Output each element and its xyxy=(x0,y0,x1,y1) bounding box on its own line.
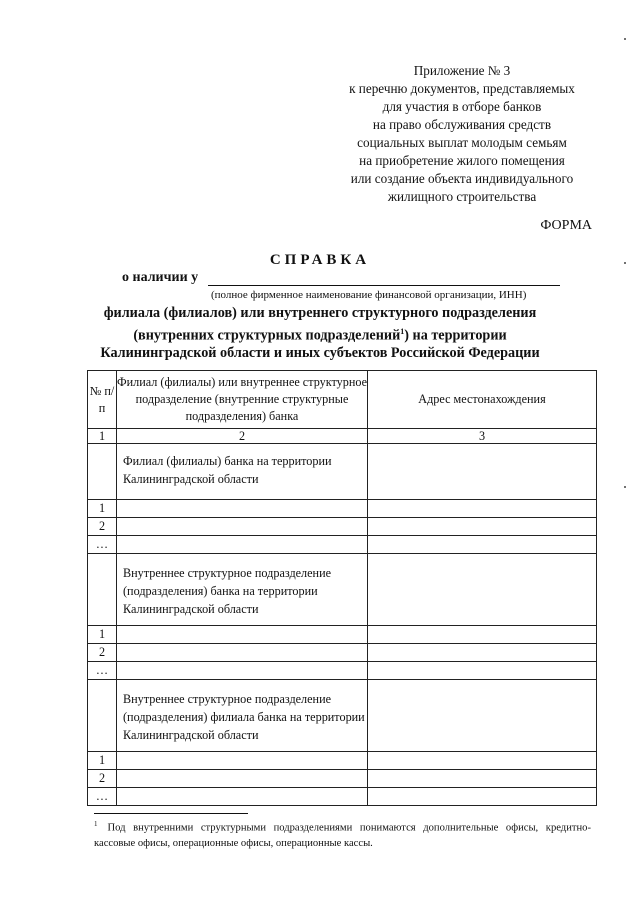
subtitle-line: филиала (филиалов) или внутреннего структурного подразделения xyxy=(103,305,537,321)
header-address: Адрес местонахождения xyxy=(368,371,597,429)
row-number: … xyxy=(88,662,117,680)
table-row xyxy=(88,626,597,644)
table-row xyxy=(88,662,597,680)
form-label: ФОРМА xyxy=(540,218,592,233)
section-address-cell xyxy=(368,444,597,500)
table-row xyxy=(88,644,597,662)
subtitle-line xyxy=(40,323,600,345)
row-number: 1 xyxy=(88,500,117,518)
address-cell[interactable] xyxy=(368,788,597,806)
appendix-line: социальных выплат молодым семьям xyxy=(357,135,567,150)
appendix-header xyxy=(320,62,604,206)
subtitle-text: ) на территории xyxy=(404,327,507,344)
row-number: … xyxy=(88,788,117,806)
document-subtitle xyxy=(40,305,600,362)
address-cell[interactable] xyxy=(368,518,597,536)
header-number: № п/п xyxy=(88,371,117,429)
address-cell[interactable] xyxy=(368,500,597,518)
table-row xyxy=(88,518,597,536)
footnote-mark: 1 xyxy=(94,820,98,828)
table-row xyxy=(88,536,597,554)
address-cell[interactable] xyxy=(368,662,597,680)
table-row xyxy=(88,770,597,788)
table-row xyxy=(88,500,597,518)
subdivision-cell[interactable] xyxy=(117,644,368,662)
subdivision-cell[interactable] xyxy=(117,662,368,680)
row-number: 1 xyxy=(88,626,117,644)
subdivision-cell[interactable] xyxy=(117,788,368,806)
address-cell[interactable] xyxy=(368,752,597,770)
appendix-line: или создание объекта индивидуального xyxy=(350,171,574,186)
appendix-line: на право обслуживания средств xyxy=(372,117,552,132)
section-address-cell xyxy=(368,554,597,626)
document-title: СПРАВКА xyxy=(269,252,371,268)
address-cell[interactable] xyxy=(368,644,597,662)
scan-speck xyxy=(624,262,626,264)
row-number: 2 xyxy=(88,644,117,662)
subdivision-cell[interactable] xyxy=(117,770,368,788)
subdivision-cell[interactable] xyxy=(117,500,368,518)
appendix-line: на приобретение жилого помещения xyxy=(359,153,565,168)
column-numbers-row xyxy=(88,429,597,444)
address-cell[interactable] xyxy=(368,626,597,644)
section-number-cell xyxy=(88,554,117,626)
appendix-line: для участия в отборе банков xyxy=(382,99,542,114)
row-number: 2 xyxy=(88,518,117,536)
section-number-cell xyxy=(88,680,117,752)
footnote xyxy=(94,817,591,851)
row-number: … xyxy=(88,536,117,554)
availability-label: о наличии у xyxy=(122,270,199,285)
organization-name-blank[interactable] xyxy=(208,285,560,286)
subdivision-cell[interactable] xyxy=(117,626,368,644)
subdivision-cell[interactable] xyxy=(117,752,368,770)
section-row xyxy=(88,444,597,500)
scan-speck xyxy=(624,38,626,40)
subtitle-text: (внутренних структурных подразделений xyxy=(133,327,401,344)
subdivision-cell[interactable] xyxy=(117,518,368,536)
section-title: Филиал (филиалы) банка на территории Калининградской области xyxy=(117,444,368,500)
branches-table xyxy=(87,370,597,806)
section-title: Внутреннее структурное подразделение (подразделения) филиала банка на территории Калининградской области xyxy=(117,680,368,752)
subtitle-line: Калининградской области и иных субъектов Российской Федерации xyxy=(100,344,540,361)
section-title: Внутреннее структурное подразделение (подразделения) банка на территории Калининградской области xyxy=(117,554,368,626)
subdivision-cell[interactable] xyxy=(117,536,368,554)
appendix-line: Приложение № 3 xyxy=(413,63,511,78)
appendix-line: к перечню документов, представляемых xyxy=(349,81,575,96)
header-subdivision: Филиал (филиалы) или внутреннее структурное подразделение (внутренние структурные подразделения) банка xyxy=(117,371,368,429)
section-number-cell xyxy=(88,444,117,500)
footnote-text: Под внутренними структурными подразделениями понимаются дополнительные офисы, кредитно-кассовые офисы, операционные офисы, операционные кассы. xyxy=(94,822,591,849)
address-cell[interactable] xyxy=(368,770,597,788)
table-header-row xyxy=(88,371,597,429)
row-number: 1 xyxy=(88,752,117,770)
address-cell[interactable] xyxy=(368,536,597,554)
column-number: 2 xyxy=(117,429,368,444)
row-number: 2 xyxy=(88,770,117,788)
section-row xyxy=(88,680,597,752)
footnote-ref: 1 xyxy=(400,326,405,336)
scan-speck xyxy=(624,486,626,488)
footnote-separator xyxy=(94,813,248,814)
section-row xyxy=(88,554,597,626)
appendix-line: жилищного строительства xyxy=(387,189,537,204)
column-number: 1 xyxy=(88,429,117,444)
column-number: 3 xyxy=(368,429,597,444)
organization-name-hint: (полное фирменное наименование финансовой организации, ИНН) xyxy=(211,289,527,301)
table-row xyxy=(88,788,597,806)
section-address-cell xyxy=(368,680,597,752)
table-row xyxy=(88,752,597,770)
